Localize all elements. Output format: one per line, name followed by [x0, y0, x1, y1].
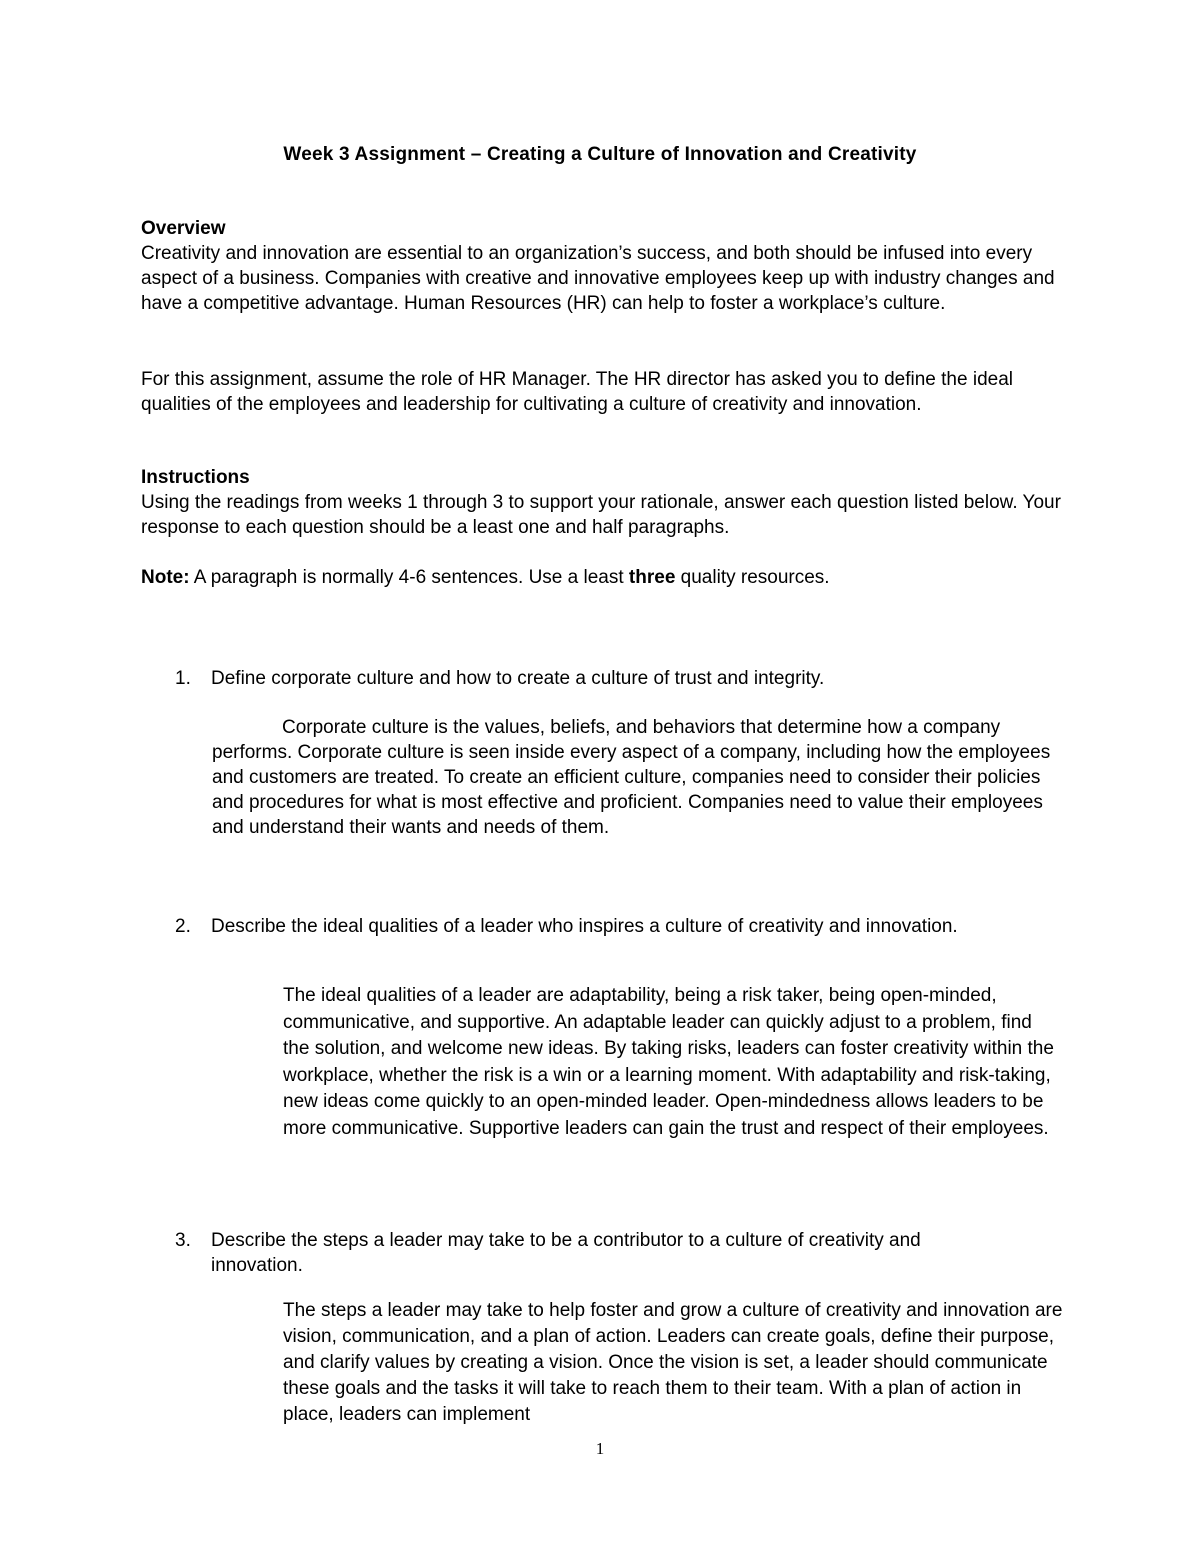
answer-2: The ideal qualities of a leader are adaptability, being a risk taker, being open-minded, communicative, and supportive. An adaptable leader can quickly adjust to a problem, find the solution, and welcome new ideas. By taking risks, leaders can foster creativity within the workplace, whether the risk is a win or a learning moment. With adaptability and risk-taking, new ideas come quickly to an open-minded leader. Open-mindedness allows leaders to be more communicative. Supportive leaders can gain the trust and respect of their employees.: [283, 985, 1054, 1139]
note-label: Note:: [141, 567, 190, 588]
instructions-section: [141, 465, 1071, 540]
note-text-1: A paragraph is normally 4-6 sentences. Use a least: [189, 567, 629, 588]
instructions-paragraph: Using the readings from weeks 1 through 3 to support your rationale, answer each question listed below. Your response to each question should be a least one and half paragraphs.: [141, 492, 1061, 538]
note-bold: three: [628, 567, 676, 588]
question-number: 2.: [175, 916, 191, 937]
question-number: 3.: [175, 1230, 191, 1251]
answer-3: The steps a leader may take to help foster and grow a culture of creativity and innovation are vision, communication, and a plan of action. Leaders can create goals, define their purpose, and clarify values by creating a vision. Once the vision is set, a leader should communicate these goals and the tasks it will take to reach them to their team. With a plan of action in place, leaders can implement: [283, 1300, 1063, 1425]
page-number: 1: [595, 1439, 605, 1458]
overview-section: [141, 216, 1071, 316]
overview-heading: Overview: [141, 218, 226, 239]
document-title: Week 3 Assignment – Creating a Culture of Innovation and Creativity: [283, 144, 917, 165]
overview-paragraph-1: Creativity and innovation are essential to an organization’s success, and both should be infused into every aspect of a business. Companies with creative and innovative employees keep up with industry changes and have a competitive advantage. Human Resources (HR) can help to foster a workplace’s culture.: [141, 243, 1055, 314]
overview-paragraph-2-block: [141, 367, 1071, 417]
question-3: [141, 1228, 1071, 1278]
question-text: Define corporate culture and how to create a culture of trust and integrity.: [211, 668, 825, 689]
question-text: Describe the steps a leader may take to be a contributor to a culture of creativity and innovation.: [211, 1230, 921, 1276]
question-number: 1.: [175, 668, 191, 689]
answer-1: Corporate culture is the values, beliefs, and behaviors that determine how a company performs. Corporate culture is seen inside every aspect of a company, including how the employees and customers are treated. To create an efficient culture, companies need to consider their policies and procedures for what is most effective and proficient. Companies need to value their employees and understand their wants and needs of them.: [212, 717, 1051, 838]
overview-paragraph-2: For this assignment, assume the role of HR Manager. The HR director has asked you to define the ideal qualities of the employees and leadership for cultivating a culture of creativity and innovation.: [141, 369, 1013, 415]
question-text: Describe the ideal qualities of a leader who inspires a culture of creativity and innovation.: [211, 916, 958, 937]
question-2: [141, 914, 1071, 939]
note-line: [141, 565, 1071, 590]
instructions-heading: Instructions: [141, 467, 250, 488]
question-1: [141, 666, 1071, 691]
note-text-2: quality resources.: [675, 567, 830, 588]
